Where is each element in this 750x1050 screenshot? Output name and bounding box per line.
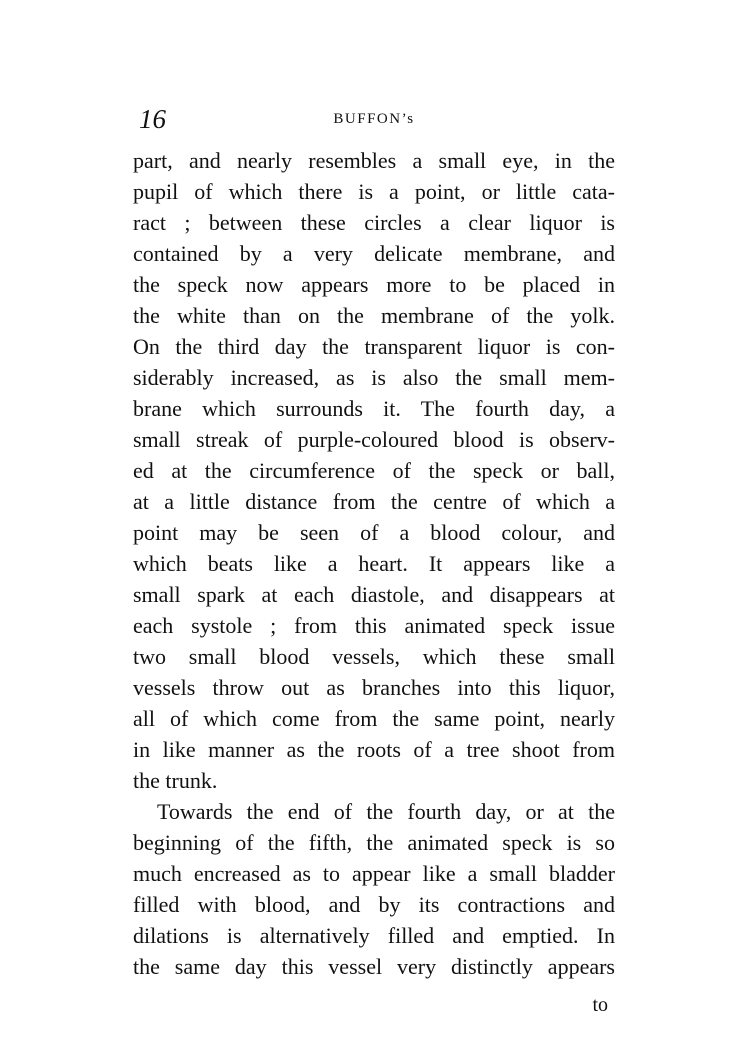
- text-line: the trunk.: [133, 768, 218, 793]
- text-line: ed at the circumference of the speck or ball,: [133, 458, 615, 483]
- text-line: beginning of the fifth, the animated speck is so: [133, 830, 615, 855]
- text-line: On the third day the transparent liquor is con-: [133, 334, 615, 359]
- text-line: the speck now appears more to be placed in: [133, 272, 615, 297]
- page-number: 16: [139, 104, 166, 134]
- text-line: vessels throw out as branches into this liquor,: [133, 675, 615, 700]
- running-title: BUFFON’s: [333, 111, 415, 127]
- text-line: at a little distance from the centre of which a: [133, 489, 615, 514]
- text-line: the white than on the membrane of the yolk.: [133, 303, 615, 328]
- text-line: in like manner as the roots of a tree shoot from: [133, 737, 615, 762]
- running-head: [133, 104, 615, 134]
- text-line: ract ; between these circles a clear liquor is: [133, 210, 615, 235]
- paragraph: [133, 796, 615, 982]
- text-line: each systole ; from this animated speck issue: [133, 613, 615, 638]
- text-line: which beats like a heart. It appears like a: [133, 551, 615, 576]
- text-line: two small blood vessels, which these small: [133, 644, 615, 669]
- paragraph: [133, 145, 615, 796]
- text-line: the same day this vessel very distinctly appears: [133, 954, 615, 979]
- text-line: pupil of which there is a point, or little cata-: [133, 179, 615, 204]
- text-line: small spark at each diastole, and disappears at: [133, 582, 615, 607]
- text-line: contained by a very delicate membrane, and: [133, 241, 615, 266]
- text-line: all of which come from the same point, nearly: [133, 706, 615, 731]
- catchword: to: [592, 994, 608, 1016]
- text-line: part, and nearly resembles a small eye, in the: [133, 148, 615, 173]
- text-line: much encreased as to appear like a small bladder: [133, 861, 615, 886]
- text-line: Towards the end of the fourth day, or at the: [157, 799, 615, 824]
- text-line: filled with blood, and by its contractions and: [133, 892, 615, 917]
- text-line: dilations is alternatively filled and emptied. In: [133, 923, 615, 948]
- text-body: [133, 145, 615, 982]
- text-line: siderably increased, as is also the small mem-: [133, 365, 615, 390]
- text-line: small streak of purple-coloured blood is observ-: [133, 427, 615, 452]
- text-line: point may be seen of a blood colour, and: [133, 520, 615, 545]
- text-line: brane which surrounds it. The fourth day, a: [133, 396, 615, 421]
